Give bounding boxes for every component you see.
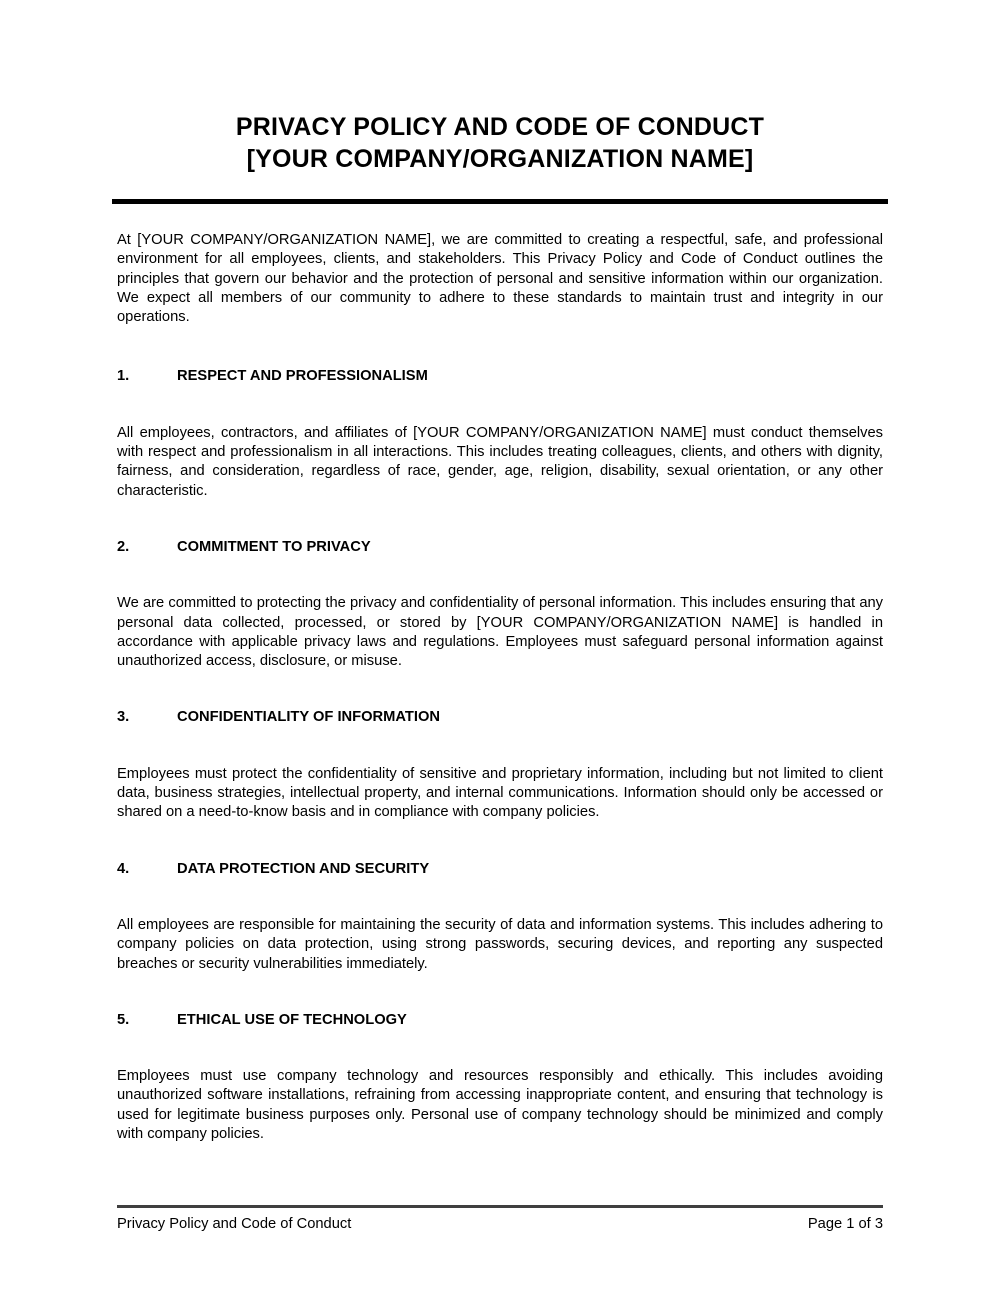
page-footer	[117, 1205, 883, 1233]
section-2-heading	[117, 538, 883, 557]
section-3-body: Employees must protect the confidentiality of sensitive and proprietary information, including but not limited to client data, business strategies, intellectual property, and internal communications. Information should only be accessed or shared on a need-to-know basis and in compliance with company policies.	[117, 765, 883, 821]
section-5-heading	[117, 1011, 883, 1030]
document-title	[117, 111, 883, 175]
section-3-title: CONFIDENTIALITY OF INFORMATION	[177, 709, 440, 726]
footer-document-title: Privacy Policy and Code of Conduct	[117, 1216, 352, 1232]
section-3-heading	[117, 708, 883, 727]
document-content	[117, 0, 883, 1144]
intro-paragraph: At [YOUR COMPANY/ORGANIZATION NAME], we are committed to creating a respectful, safe, and professional environment for all employees, clients, and stakeholders. This Privacy Policy and Code of Conduct outlines the principles that govern our behavior and the protection of personal and sensitive information within our organization. We expect all members of our community to adhere to these standards to maintain trust and integrity in our operations.	[117, 232, 883, 326]
footer-page-number: Page 1 of 3	[807, 1216, 883, 1232]
section-1-body: All employees, contractors, and affiliates of [YOUR COMPANY/ORGANIZATION NAME] must conduct themselves with respect and professionalism in all interactions. This includes treating colleagues, clients, and others with dignity, fairness, and consideration, regardless of race, gender, age, religion, disability, sexual orientation, or any other characteristic.	[117, 424, 883, 499]
section-5-number: 5.	[117, 1011, 130, 1028]
title-divider-rule	[112, 199, 888, 204]
section-2-body: We are committed to protecting the privacy and confidentiality of personal information. This includes ensuring that any personal data collected, processed, or stored by [YOUR COMPANY/ORGANIZATION NAME] is handled in accordance with applicable privacy laws and regulations. Employees must safeguard personal information against unauthorized access, disclosure, or misuse.	[117, 595, 883, 670]
section-4-title: DATA PROTECTION AND SECURITY	[177, 860, 430, 877]
section-1-number: 1.	[117, 368, 130, 385]
section-1-title: RESPECT AND PROFESSIONALISM	[177, 368, 428, 385]
section-3-number: 3.	[117, 709, 130, 726]
section-4-number: 4.	[117, 860, 130, 877]
section-4-heading	[117, 860, 883, 879]
section-5-body: Employees must use company technology and resources responsibly and ethically. This includes avoiding unauthorized software installations, refraining from accessing inappropriate content, and ensuring that technology is used for legitimate business purposes only. Personal use of company technology should be minimized and comply with company policies.	[117, 1068, 883, 1143]
document-title-line2: [YOUR COMPANY/ORGANIZATION NAME]	[246, 145, 754, 173]
section-2-number: 2.	[117, 538, 130, 555]
section-2-title: COMMITMENT TO PRIVACY	[177, 538, 371, 555]
section-1-heading	[117, 367, 883, 386]
section-4-body: All employees are responsible for maintaining the security of data and information systems. This includes adhering to company policies on data protection, using strong passwords, securing devices, and reporting any suspected breaches or security vulnerabilities immediately.	[117, 916, 883, 972]
document-title-line1: PRIVACY POLICY AND CODE OF CONDUCT	[235, 113, 765, 141]
section-5-title: ETHICAL USE OF TECHNOLOGY	[177, 1011, 407, 1028]
